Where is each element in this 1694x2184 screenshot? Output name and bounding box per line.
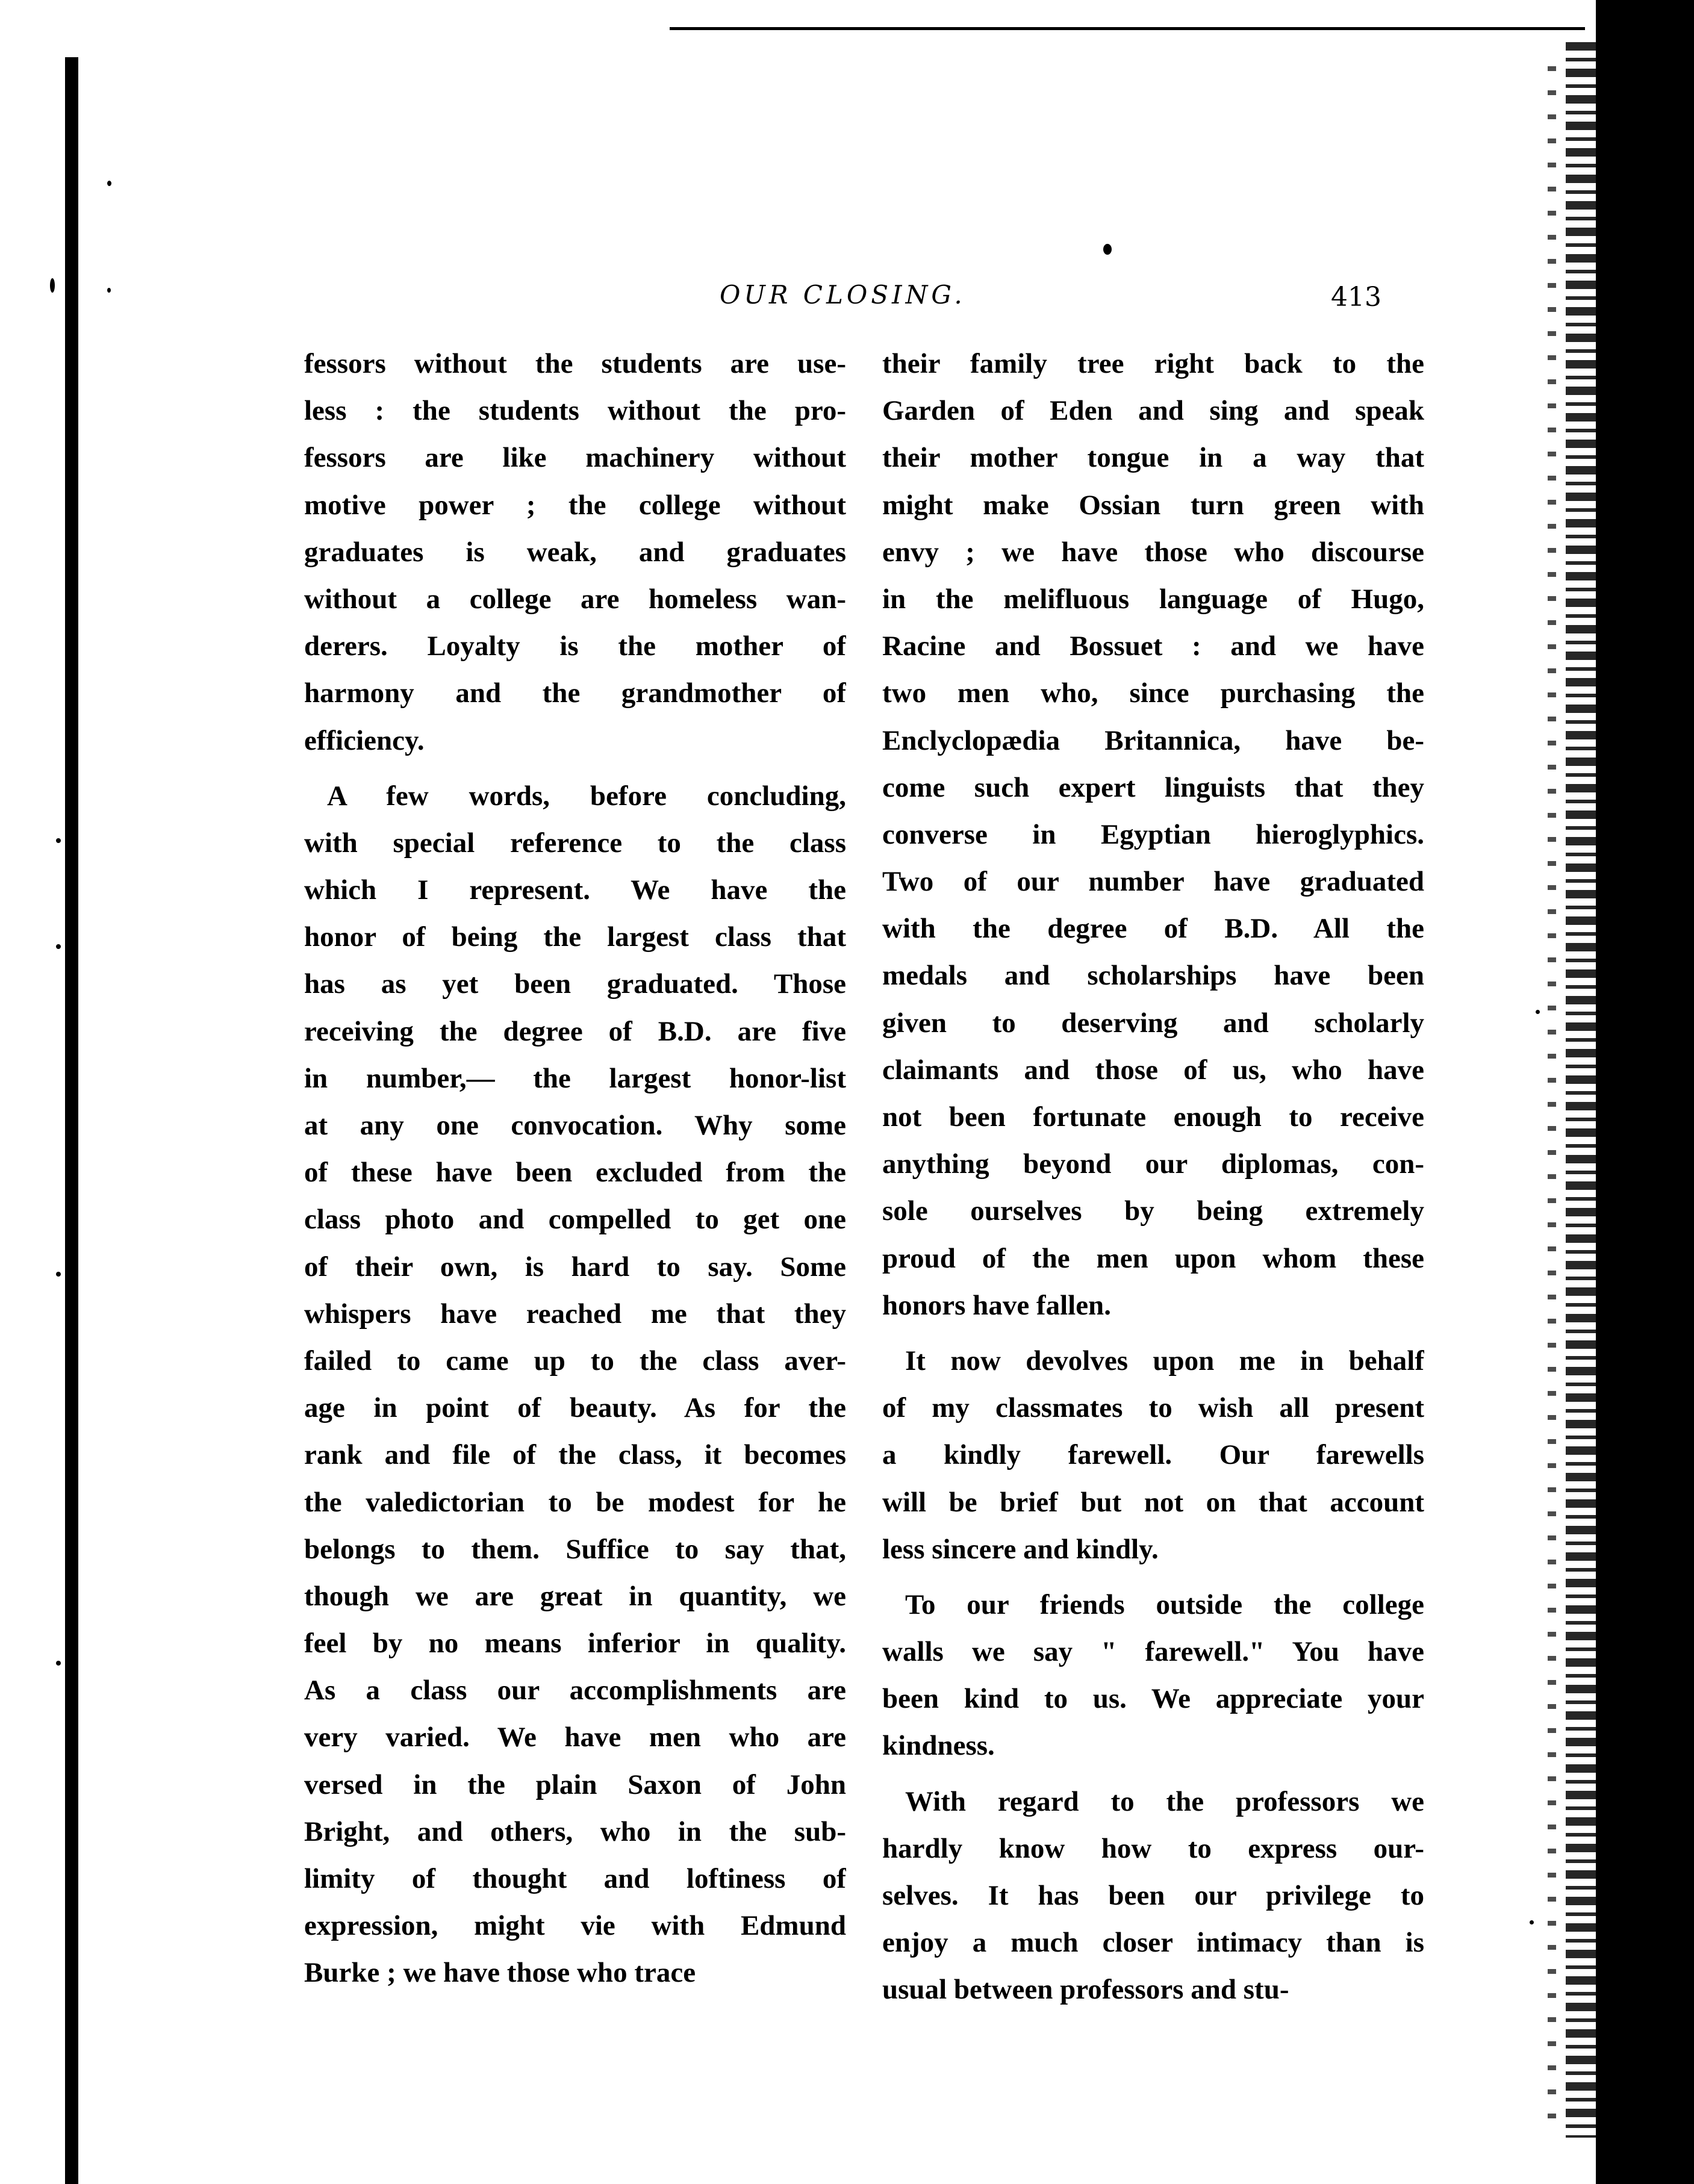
text-line: With regard to the professors we	[905, 1785, 1424, 1817]
text-line: fessors without the students are use-	[304, 348, 846, 379]
text-line: which I represent. We have the	[304, 874, 846, 906]
scan-speck	[56, 1661, 61, 1666]
text-line: age in point of beauty. As for the	[304, 1392, 846, 1424]
text-line: given to deserving and scholarly	[882, 1007, 1424, 1039]
scan-right-black-border	[1596, 0, 1694, 2184]
text-line: efficiency.	[304, 724, 425, 756]
text-line: To our friends outside the college	[905, 1588, 1424, 1620]
paragraph	[882, 1778, 1424, 2014]
text-line: receiving the degree of B.D. are five	[304, 1015, 846, 1047]
text-line: derers. Loyalty is the mother of	[304, 630, 846, 662]
text-line: Garden of Eden and sing and speak	[882, 395, 1424, 427]
text-line: been kind to us. We appreciate your	[882, 1683, 1424, 1715]
text-line: fessors are like machinery without	[304, 442, 846, 474]
text-line: versed in the plain Saxon of John	[304, 1769, 846, 1800]
text-line: two men who, since purchasing the	[882, 677, 1424, 709]
scan-speck	[1536, 1010, 1540, 1014]
right-text-column	[882, 340, 1424, 2014]
scan-speck	[50, 278, 55, 293]
text-line: at any one convocation. Why some	[304, 1110, 846, 1141]
text-line: honors have fallen.	[882, 1289, 1111, 1321]
running-title: OUR CLOSING.	[720, 280, 966, 310]
scan-speck	[56, 1272, 61, 1277]
text-line: sole ourselves by being extremely	[882, 1195, 1424, 1227]
scan-right-edge-noise	[1548, 66, 1556, 2126]
page-number: 413	[1331, 282, 1381, 313]
text-line: very varied. We have men who are	[304, 1722, 846, 1753]
paragraph	[304, 773, 846, 1997]
text-line: though we are great in quantity, we	[304, 1580, 846, 1612]
scan-right-edge-bars	[1566, 42, 1596, 2138]
text-line: expression, might vie with Edmund	[304, 1910, 846, 1942]
text-line: As a class our accomplishments are	[304, 1675, 846, 1706]
text-line: belongs to them. Suffice to say that,	[304, 1533, 846, 1565]
text-line: without a college are homeless wan-	[304, 583, 846, 615]
text-line: kindness.	[882, 1730, 995, 1762]
scan-speck	[56, 944, 61, 949]
text-line: less sincere and kindly.	[882, 1533, 1159, 1565]
scan-speck	[1103, 244, 1112, 255]
paragraph	[882, 1337, 1424, 1573]
text-line: the valedictorian to be modest for he	[304, 1486, 846, 1518]
left-text-column	[304, 340, 846, 1997]
scan-speck	[107, 181, 111, 186]
text-line: A few words, before concluding,	[327, 780, 846, 812]
text-line: in the melifluous language of Hugo,	[882, 583, 1424, 615]
text-line: of these have been excluded from the	[304, 1157, 846, 1189]
text-line: Bright, and others, who in the sub-	[304, 1815, 846, 1847]
text-line: with special reference to the class	[304, 827, 846, 859]
text-line: in number,— the largest honor-list	[304, 1062, 846, 1094]
text-line: come such expert linguists that they	[882, 771, 1424, 803]
text-line: honor of being the largest class that	[304, 921, 846, 953]
text-line: usual between professors and stu-	[882, 1974, 1289, 2006]
text-line: a kindly farewell. Our farewells	[882, 1439, 1424, 1471]
text-line: class photo and compelled to get one	[304, 1204, 846, 1236]
text-line: medals and scholarships have been	[882, 960, 1424, 992]
text-line: might make Ossian turn green with	[882, 489, 1424, 521]
paragraph	[882, 1581, 1424, 1770]
text-line: has as yet been graduated. Those	[304, 968, 846, 1000]
text-line: of my classmates to wish all present	[882, 1392, 1424, 1424]
text-line: Burke ; we have those who trace	[304, 1957, 696, 1989]
scan-speck	[1530, 1920, 1534, 1924]
text-line: whispers have reached me that they	[304, 1298, 846, 1330]
text-line: motive power ; the college without	[304, 489, 846, 521]
text-line: claimants and those of us, who have	[882, 1054, 1424, 1086]
text-line: envy ; we have those who discourse	[882, 536, 1424, 568]
text-line: will be brief but not on that account	[882, 1486, 1424, 1518]
text-line: proud of the men upon whom these	[882, 1242, 1424, 1274]
scan-left-edge-bar	[65, 57, 78, 2184]
text-line: not been fortunate enough to receive	[882, 1101, 1424, 1133]
text-line: harmony and the grandmother of	[304, 677, 846, 709]
text-line: graduates is weak, and graduates	[304, 536, 846, 568]
text-line: selves. It has been our privilege to	[882, 1880, 1424, 1911]
text-line: less : the students without the pro-	[304, 395, 846, 427]
text-line: feel by no means inferior in quality.	[304, 1628, 846, 1660]
text-line: their mother tongue in a way that	[882, 442, 1424, 474]
text-line: failed to came up to the class aver-	[304, 1345, 846, 1377]
paragraph	[882, 340, 1424, 1329]
text-line: walls we say " farewell." You have	[882, 1636, 1424, 1668]
text-line: Two of our number have graduated	[882, 866, 1424, 898]
text-line: with the degree of B.D. All the	[882, 913, 1424, 945]
text-line: enjoy a much closer intimacy than is	[882, 1927, 1424, 1959]
text-line: Enclyclopædia Britannica, have be-	[882, 724, 1424, 756]
paragraph	[304, 340, 846, 764]
text-line: anything beyond our diplomas, con-	[882, 1148, 1424, 1180]
scan-top-rule	[670, 27, 1585, 30]
scan-speck	[56, 838, 61, 843]
text-line: their family tree right back to the	[882, 348, 1424, 379]
text-line: hardly know how to express our-	[882, 1832, 1424, 1864]
text-line: Racine and Bossuet : and we have	[882, 630, 1424, 662]
scan-speck	[107, 288, 111, 293]
text-line: of their own, is hard to say. Some	[304, 1251, 846, 1283]
text-line: limity of thought and loftiness of	[304, 1863, 846, 1894]
text-line: converse in Egyptian hieroglyphics.	[882, 818, 1424, 850]
text-line: rank and file of the class, it becomes	[304, 1439, 846, 1471]
text-line: It now devolves upon me in behalf	[905, 1345, 1424, 1377]
